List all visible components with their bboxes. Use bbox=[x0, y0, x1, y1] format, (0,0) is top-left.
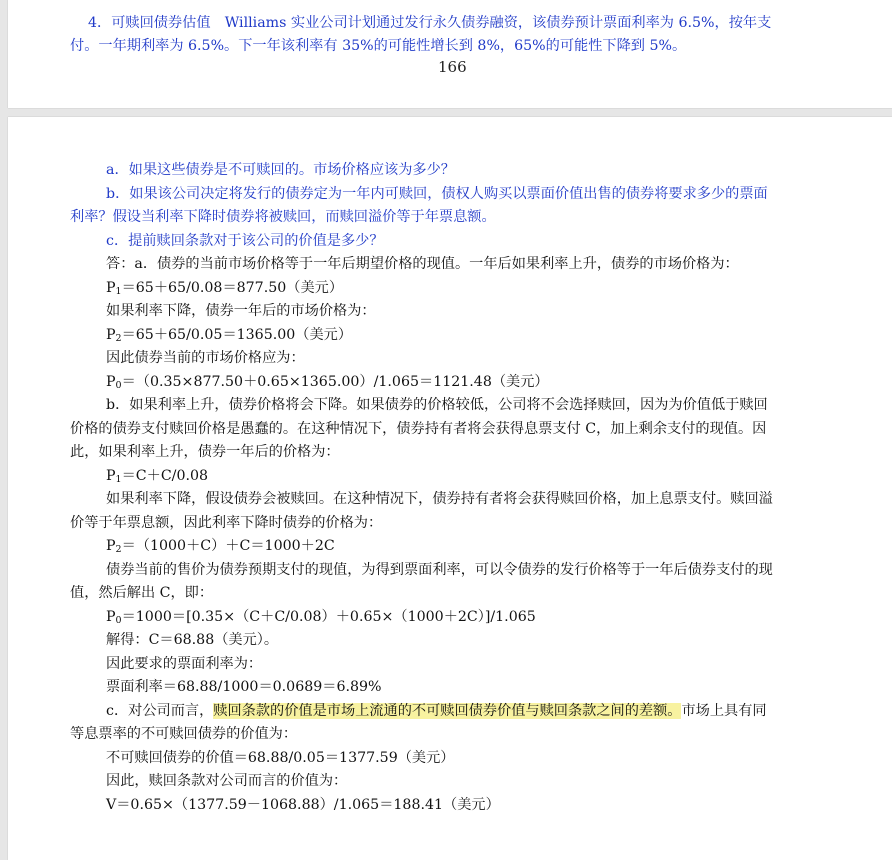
formula-b-p1: $P_1=C+C/0.08$ bbox=[106, 468, 209, 485]
answer-c-suffix: 市场上具有同 bbox=[681, 703, 767, 719]
question-b-line-1: b．如果该公司决定将发行的债券定为一年内可赎回，债权人购买以票面价值出售的债券将要求多少的票面 bbox=[106, 186, 768, 202]
formula-p1: $P_1=65+65/0.08=877.50$（美元） bbox=[106, 280, 344, 297]
page-top bbox=[8, 0, 892, 108]
page-number: 166 bbox=[438, 58, 467, 76]
formula-coupon-rate: 票面利率＝68.88/1000＝0.0689＝6.89% bbox=[106, 679, 382, 695]
formula-call-value: V＝0.65×（1377.59－1068.88）/1.065＝188.41（美元） bbox=[106, 797, 500, 813]
answer-required-rate-text: 因此要求的票面利率为： bbox=[106, 656, 263, 672]
answer-current-text: 因此债券当前的市场价格应为： bbox=[106, 350, 305, 366]
question-a: a．如果这些债券是不可赎回的。市场价格应该为多少？ bbox=[106, 162, 455, 178]
formula-b-p0: $P_0=1000=[0.35\times(C+C/0.08)+0.65\times(1000+2C)]/1.065$ bbox=[106, 609, 536, 626]
answer-b-sale-line-2: 值，然后解出 C，即： bbox=[70, 585, 214, 601]
answer-b-sale-line-1: 债券当前的售价为债券预期支付的现值，为得到票面利率，可以令债券的发行价格等于一年后债券支付的现 bbox=[106, 562, 773, 578]
answer-solve: 解得：C＝68.88（美元）。 bbox=[106, 632, 279, 648]
answer-b-fall-line-2: 价等于年票息额，因此利率下降时债券的价格为： bbox=[70, 515, 383, 531]
formula-noncallable-value: 不可赎回债券的价值＝68.88/0.05＝1377.59（美元） bbox=[106, 750, 455, 766]
highlighted-text: 赎回条款的价值是市场上流通的不可赎回债券价值与赎回条款之间的差额。 bbox=[213, 703, 682, 719]
answer-b-fall-line-1: 如果利率下降，假设债券会被赎回。在这种情况下，债券持有者将会获得赎回价格，加上息票支付。赎回溢 bbox=[106, 491, 773, 507]
question-c: c．提前赎回条款对于该公司的价值是多少？ bbox=[106, 233, 384, 249]
answer-b-line-2: 价格的债券支付赎回价格是愚蠢的。在这种情况下，债券持有者将会获得息票支付 C，加上剩余支付的现值。因 bbox=[70, 421, 767, 437]
answer-c-line-2: 等息票率的不可赎回债券的价值为： bbox=[70, 726, 298, 742]
problem-line-1: 4．可赎回债券估值 Williams 实业公司计划通过发行永久债券融资，该债券预计票面利率为 6.5%，按年支 bbox=[88, 15, 772, 31]
answer-b-line-1: b．如果利率上升，债券价格将会下降。如果债券的价格较低，公司将不会选择赎回，因为为价值低于赎回 bbox=[106, 397, 768, 413]
page-bottom bbox=[8, 117, 892, 860]
formula-p2: $P_2=65+65/0.05=1365.00$（美元） bbox=[106, 327, 353, 344]
answer-b-line-3: 此，如果利率上升，债券一年后的价格为： bbox=[70, 444, 340, 460]
answer-therefore: 因此，赎回条款对公司而言的价值为： bbox=[106, 773, 348, 789]
problem-line-2: 付。一年期利率为 6.5%。下一年该利率有 35%的可能性增长到 8%，65%的可能性下降到 5%。 bbox=[70, 38, 687, 54]
answer-fall-text: 如果利率下降，债券一年后的市场价格为： bbox=[106, 303, 376, 319]
formula-b-p2: $P_2=(1000+C)+C=1000+2C$ bbox=[106, 538, 335, 555]
answer-c-prefix: c．对公司而言， bbox=[106, 703, 214, 719]
formula-p0: $P_0=(0.35\times 877.50+0.65\times 1365.00)/1.065=1121.48$（美元） bbox=[106, 374, 549, 391]
answer-c-line-1 bbox=[106, 701, 767, 721]
answer-a-intro: 答：a．债券的当前市场价格等于一年后期望价格的现值。一年后如果利率上升，债券的市场价格为： bbox=[106, 256, 739, 272]
question-b-line-2: 利率？假设当利率下降时债券将被赎回，而赎回溢价等于年票息额。 bbox=[70, 209, 496, 225]
